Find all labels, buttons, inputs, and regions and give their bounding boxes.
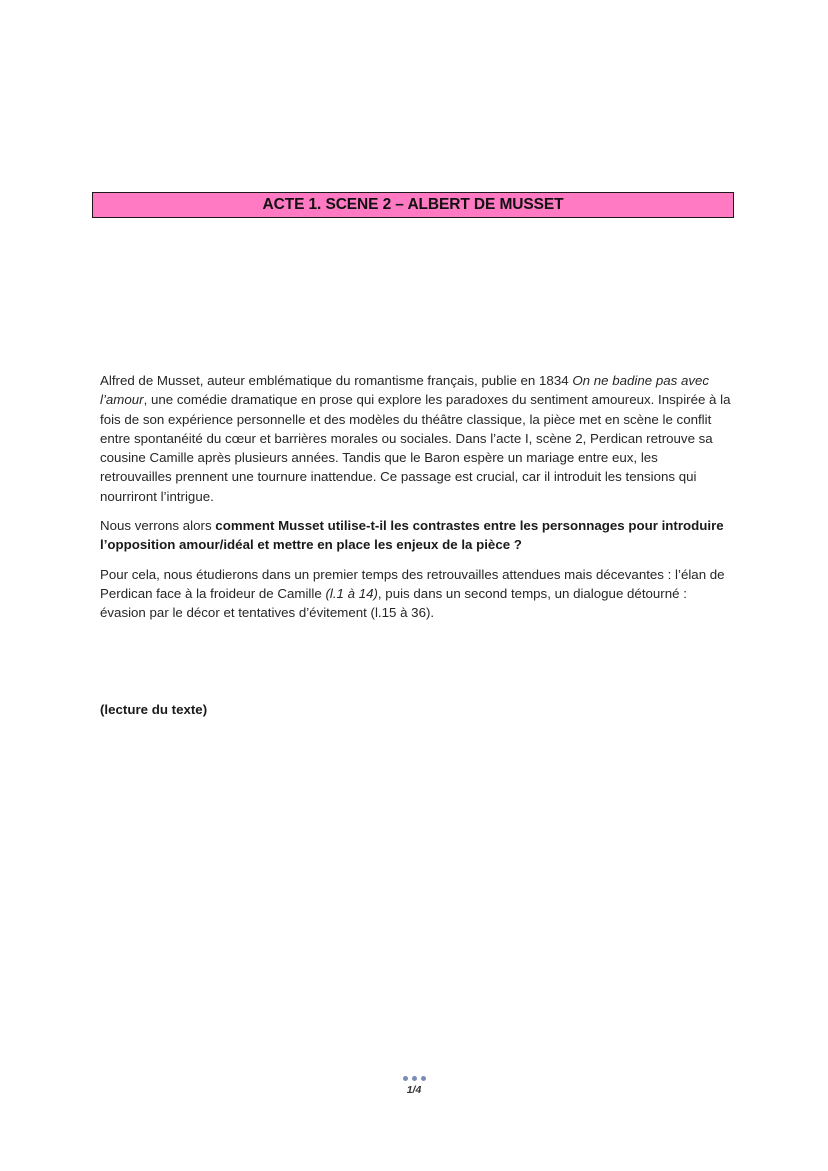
page-title: ACTE 1. SCENE 2 – ALBERT DE MUSSET [262,196,564,213]
document-body [100,371,732,633]
plan-line-ref: (l.1 à 14) [325,585,378,601]
dot-icon [412,1076,417,1081]
title-banner [92,192,734,218]
plan-text-end: , puis dans un second temps, un dialogue détourné : évasion par le décor et tentatives d’évitement (l.15 à 36). [100,585,687,621]
page-dots-icon [398,1076,430,1083]
page-indicator [398,1076,430,1096]
intro-text-end: , une comédie dramatique en prose qui explore les paradoxes du sentiment amoureux. Inspirée à la fois de son expérience personnelle et des modèles du théâtre classique, la pièce met en scène le conflit entre spontanéité du cœur et barrières morales ou sociales. Dans l’acte I, scène 2, Perdican retrouve sa cousine Camille après plusieurs années. Tandis que le Baron espère un mariage entre eux, les retrouvailles prennent une tournure inattendue. Ce passage est crucial, car il introduit les tensions qui nourriront l’intrigue. [100,392,731,504]
dot-icon [403,1076,408,1081]
intro-text-start: Alfred de Musset, auteur emblématique du romantisme français, publie en 1834 [100,373,573,388]
problematique-question: comment Musset utilise-t-il les contrastes entre les personnages pour introduire l’opposition amour/idéal et mettre en place les enjeux de la pièce ? [100,518,724,553]
reading-note: (lecture du texte) [100,702,208,717]
work-title: On ne badine pas avec l’amour [100,373,710,408]
problematique-lead: Nous verrons alors [100,518,216,534]
problematique-paragraph [100,516,732,555]
page-number: 1/4 [406,1084,422,1096]
intro-paragraph [100,371,732,506]
plan-paragraph [100,565,732,623]
plan-text-start: Pour cela, nous étudierons dans un premier temps des retrouvailles attendues mais décevantes : l’élan de Perdican face à la froideur de Camille [100,566,725,601]
dot-icon [421,1076,426,1081]
